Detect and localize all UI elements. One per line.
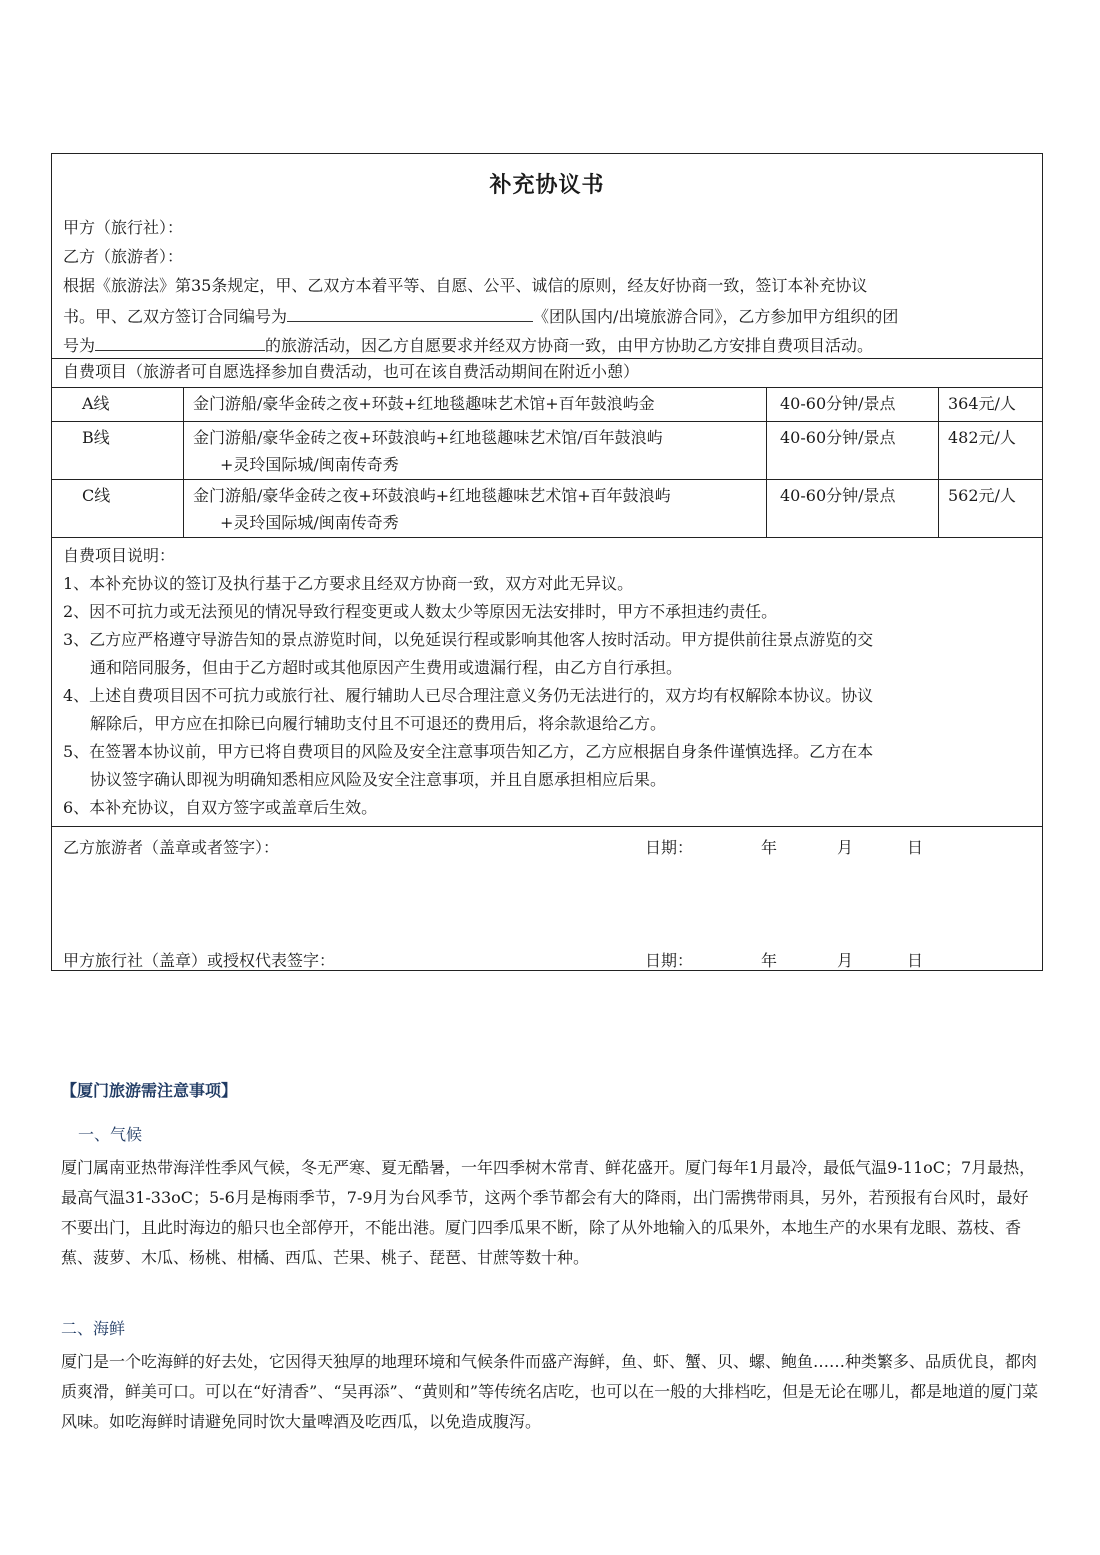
section-body-seafood: 厦门是一个吃海鲜的好去处，它因得天独厚的地理环境和气候条件而盛产海鲜，鱼、虾、蟹、贝、螺、鲍鱼……种类繁多、品质优良，都肉质爽滑，鲜美可口。可以在“好清香”、“吴再添”、“黄则和”等传统名店吃，也可以在一般的大排档吃，但是无论在哪儿，都是地道的厦门菜风味。如吃海鲜时请避免同时饮大量啤酒及吃西瓜，以免造成腹泻。 <box>61 1352 1039 1431</box>
group-number-blank[interactable] <box>95 334 265 351</box>
note-text-cont: 协议签字确认即视为明确知悉相应风险及安全注意事项，并且自愿承担相应后果。 <box>90 770 667 789</box>
month-label: 月 <box>837 951 854 970</box>
item-price: 562元/人 <box>948 486 1016 505</box>
item-duration: 40-60分钟/景点 <box>780 394 896 413</box>
note-text: 3、乙方应严格遵守导游告知的景点游览时间，以免延误行程或影响其他客人按时活动。甲方提供前往景点游览的交 <box>63 630 874 649</box>
agreement-title: 补充协议书 <box>489 172 605 198</box>
note-text: 4、上述自费项目因不可抗力或旅行社、履行辅助人已尽合理注意义务仍无法进行的，双方均有权解除本协议。协议 <box>63 686 874 705</box>
intro-line-3 <box>63 334 873 356</box>
year-label: 年 <box>761 838 778 857</box>
note-text-cont: 通和陪同服务，但由于乙方超时或其他原因产生费用或遗漏行程，由乙方自行承担。 <box>90 658 683 677</box>
sign-b-label: 乙方旅游者（盖章或者签字）： <box>63 838 280 857</box>
notes-title: 自费项目说明： <box>63 546 176 565</box>
list-item: 6、本补充协议，自双方签字或盖章后生效。 <box>63 798 378 817</box>
item-duration: 40-60分钟/景点 <box>780 486 896 505</box>
item-price: 482元/人 <box>948 428 1016 447</box>
table-top-border <box>52 387 1042 388</box>
intro-text-2a: 书。甲、乙双方签订合同编号为 <box>63 307 288 326</box>
item-content-cont: +灵玲国际城/闽南传奇秀 <box>220 455 399 474</box>
table-row-border <box>52 421 1042 422</box>
list-item <box>63 682 1038 738</box>
section-title-seafood: 二、海鲜 <box>61 1319 126 1338</box>
notes-section <box>63 542 1038 822</box>
section-title-climate: 一、气候 <box>78 1125 143 1144</box>
item-duration: 40-60分钟/景点 <box>780 428 896 447</box>
year-label: 年 <box>761 951 778 970</box>
item-content: 金门游船/豪华金砖之夜+环鼓+红地毯趣味艺术馆+百年鼓浪屿金 <box>193 394 655 413</box>
line-code: A线 <box>82 394 110 413</box>
day-label: 日 <box>907 951 924 970</box>
items-header: 自费项目（旅游者可自愿选择参加自费活动，也可在该自费活动期间在附近小憩） <box>63 362 640 381</box>
intro-line-2 <box>63 305 898 327</box>
sign-a-label: 甲方旅行社（盖章）或授权代表签字： <box>63 951 336 970</box>
section-body-climate: 厦门属南亚热带海洋性季风气候，冬无严寒、夏无酷暑，一年四季树木常青、鲜花盛开。厦门每年1月最冷，最低气温9-11oC；7月最热，最高气温31-33oC；5-6月是梅雨季节，7-9月为台风季节，这两个季节都会有大的降雨，出门需携带雨具，另外，若预报有台风时，最好不要出门，且此时海边的船只也全部停开，不能出港。厦门四季瓜果不断，除了从外地输入的瓜果外，本地生产的水果有龙眼、荔枝、香蕉、菠萝、木瓜、杨桃、柑橘、西瓜、芒果、桃子、琵琶、甘蔗等数十种。 <box>61 1158 1036 1267</box>
list-item: 1、本补充协议的签订及执行基于乙方要求且经双方协商一致，双方对此无异议。 <box>63 574 634 593</box>
notice-heading: 【厦门旅游需注意事项】 <box>61 1081 238 1100</box>
intro-line-1: 根据《旅游法》第35条规定，甲、乙双方本着平等、自愿、公平、诚信的原则，经友好协商一致，签订本补充协议 <box>63 276 868 295</box>
item-price: 364元/人 <box>948 394 1016 413</box>
list-item <box>63 738 1038 794</box>
contract-number-blank[interactable] <box>287 305 533 322</box>
line-code: B线 <box>82 428 110 447</box>
intro-text-2b: 《团队国内/出境旅游合同》，乙方参加甲方组织的团 <box>533 307 899 326</box>
table-col-border <box>766 387 767 537</box>
date-label: 日期： <box>645 951 694 970</box>
party-b-label: 乙方（旅游者）： <box>63 247 184 266</box>
list-item <box>63 626 1038 682</box>
day-label: 日 <box>907 838 924 857</box>
note-text: 5、在签署本协议前，甲方已将自费项目的风险及安全注意事项告知乙方，乙方应根据自身条件谨慎选择。乙方在本 <box>63 742 874 761</box>
month-label: 月 <box>837 838 854 857</box>
note-text-cont: 解除后，甲方应在扣除已向履行辅助支付且不可退还的费用后，将余款退给乙方。 <box>90 714 667 733</box>
line-code: C线 <box>82 486 111 505</box>
intro-text-3a: 号为 <box>63 336 96 355</box>
divider <box>52 826 1042 827</box>
intro-text-3b: 的旅游活动，因乙方自愿要求并经双方协商一致，由甲方协助乙方安排自费项目活动。 <box>265 336 874 355</box>
party-a-label: 甲方（旅行社）： <box>63 218 184 237</box>
table-col-border <box>183 387 184 537</box>
list-item: 2、因不可抗力或无法预见的情况导致行程变更或人数太少等原因无法安排时，甲方不承担违约责任。 <box>63 602 778 621</box>
divider <box>52 358 1042 359</box>
agreement-form <box>51 153 1043 971</box>
item-content: 金门游船/豪华金砖之夜+环鼓浪屿+红地毯趣味艺术馆/百年鼓浪屿 <box>193 428 663 447</box>
table-col-border <box>938 387 939 537</box>
table-bottom-border <box>52 537 1042 538</box>
item-content: 金门游船/豪华金砖之夜+环鼓浪屿+红地毯趣味艺术馆+百年鼓浪屿 <box>193 486 671 505</box>
item-content-cont: +灵玲国际城/闽南传奇秀 <box>220 513 399 532</box>
date-label: 日期： <box>645 838 694 857</box>
table-row-border <box>52 479 1042 480</box>
